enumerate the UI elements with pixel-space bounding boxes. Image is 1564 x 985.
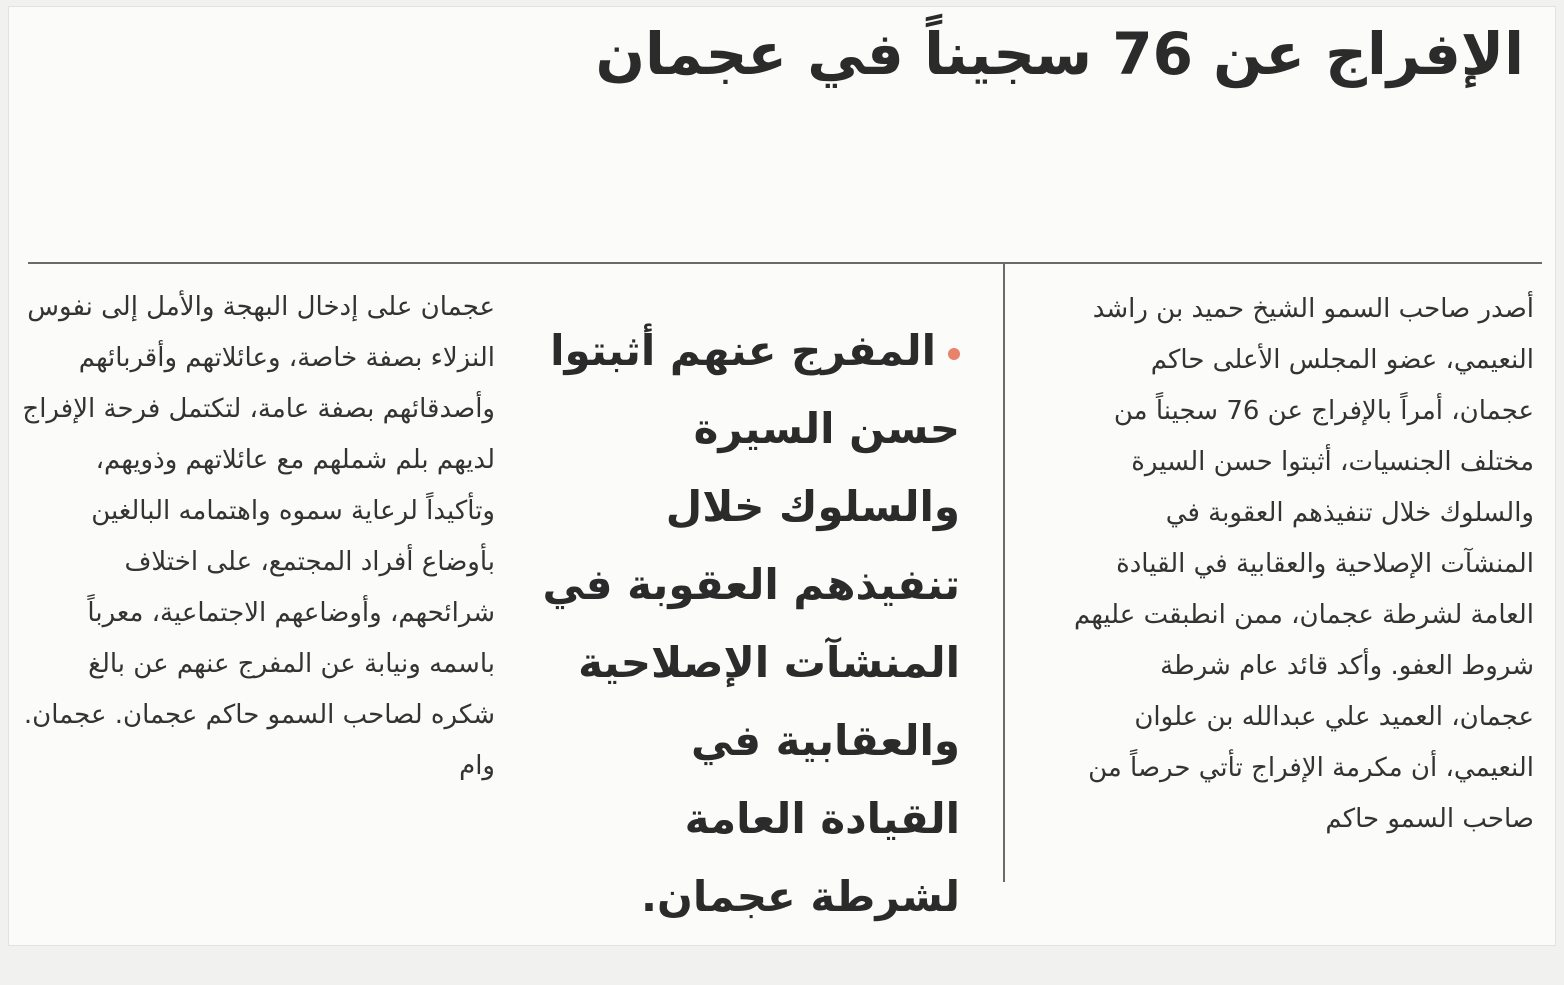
vertical-divider — [1003, 262, 1005, 882]
article-body-left-column — [20, 282, 495, 792]
body-paragraph-right: أصدر صاحب السمو الشيخ حميد بن راشد النعيمي، عضو المجلس الأعلى حاكم عجمان، أمراً بالإفراج عن 76 سجيناً من مختلف الجنسيات، أثبتوا حسن السيرة والسلوك خلال تنفيذهم العقوبة في المنشآت الإصلاحية والعقابية في القيادة العامة لشرطة عجمان، ممن انطبقت عليهم شروط العفو. وأكد قائد عام شرطة عجمان، العميد علي عبدالله بن علوان النعيمي، أن مكرمة الإفراج تأتي حرصاً من صاحب السمو حاكم — [1074, 294, 1534, 834]
body-paragraph-left: عجمان على إدخال البهجة والأمل إلى نفوس النزلاء بصفة خاصة، وعائلاتهم وأقربائهم وأصدقائهم بصفة عامة، لتكتمل فرحة الإفراج لديهم بلم شملهم مع عائلاتهم وذويهم، وتأكيداً لرعاية سموه واهتمامه البالغين بأوضاع أفراد المجتمع، على اختلاف شرائحهم، وأوضاعهم الاجتماعية، معرباً باسمه ونيابة عن المفرج عنهم عن بالغ شكره لصاحب السمو حاكم عجمان. عجمان. وام — [22, 292, 495, 781]
pull-quote — [540, 312, 960, 936]
article-body-right-column — [1074, 284, 1534, 845]
bleed-through-shadow — [553, 146, 1053, 276]
pull-quote-text: المفرج عنهم أثبتوا حسن السيرة والسلوك خلال تنفيذهم العقوبة في المنشآت الإصلاحية والعقابية في القيادة العامة لشرطة عجمان. — [542, 326, 960, 921]
article-headline: الإفراج عن 76 سجيناً في عجمان — [595, 20, 1524, 88]
bullet-dot-icon — [948, 348, 960, 360]
horizontal-divider — [28, 262, 1542, 264]
